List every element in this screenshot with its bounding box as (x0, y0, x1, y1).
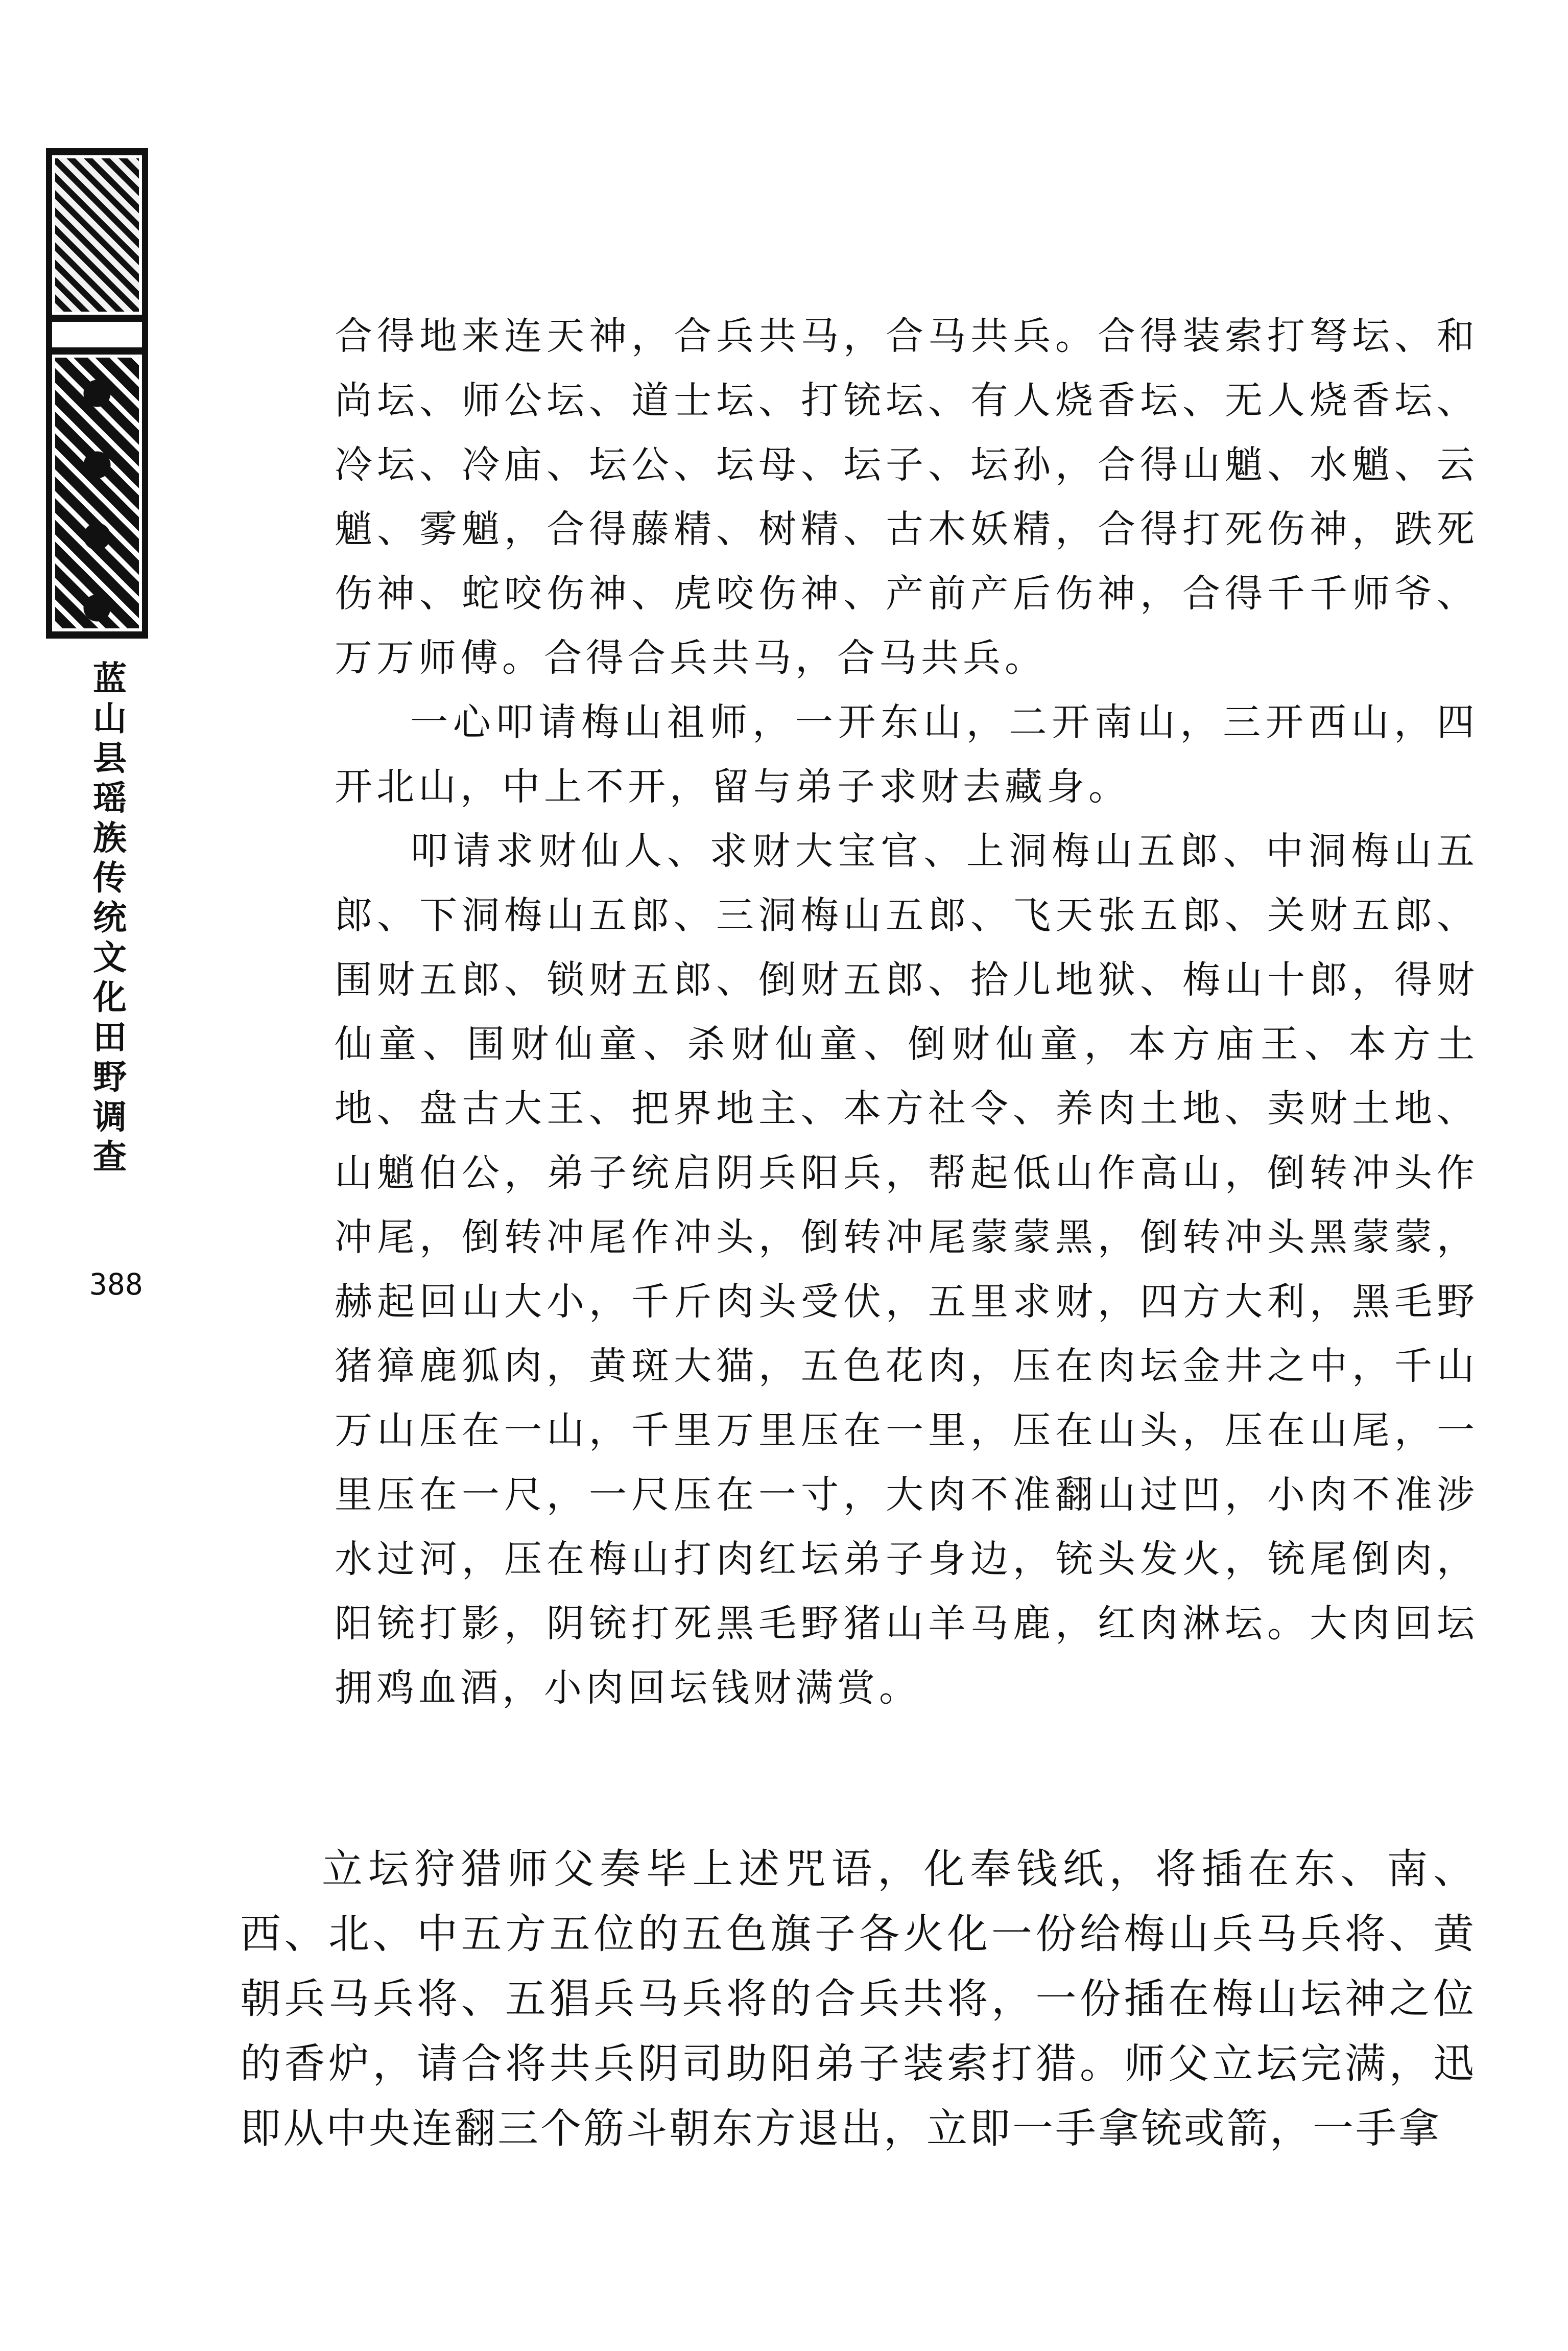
incantation-block (335, 304, 1479, 1720)
banner-divider (52, 322, 142, 347)
incantation-paragraph: 一心叩请梅山祖师，一开东山，二开南山，三开西山，四开北山，中上不开，留与弟子求财去藏身。 (335, 700, 1479, 809)
narrative-block (240, 1837, 1476, 2161)
incantation-paragraph: 合得地来连天神，合兵共马，合马共兵。合得装索打弩坛、和尚坛、师公坛、道士坛、打铳坛、有人烧香坛、无人烧香坛、冷坛、冷庙、坛公、坛母、坛子、坛孙，合得山魈、水魈、云魈、雾魈，合得藤精、树精、古木妖精，合得打死伤神，跌死伤神、蛇咬伤神、虎咬伤神、产前产后伤神，合得千千师爷、万万师傅。合得合兵共马，合马共兵。 (335, 314, 1479, 680)
decorative-banner (46, 148, 148, 639)
banner-pattern-bottom (52, 355, 142, 631)
incantation-paragraph: 叩请求财仙人、求财大宝官、上洞梅山五郎、中洞梅山五郎、下洞梅山五郎、三洞梅山五郎、飞天张五郎、关财五郎、围财五郎、锁财五郎、倒财五郎、拾儿地狱、梅山十郎，得财仙童、围财仙童、杀财仙童、倒财仙童，本方庙王、本方土地、盘古大王、把界地主、本方社令、养肉土地、卖财土地、山魈伯公，弟子统启阴兵阳兵，帮起低山作高山，倒转冲头作冲尾，倒转冲尾作冲头，倒转冲尾蒙蒙黑，倒转冲头黑蒙蒙，赫起回山大小，千斤肉头受伏，五里求财，四方大利，黑毛野猪獐鹿狐肉，黄斑大猫，五色花肉，压在肉坛金井之中，千山万山压在一山，千里万里压在一里，压在山头，压在山尾，一里压在一尺，一尺压在一寸，大肉不准翻山过凹，小肉不准涉水过河，压在梅山打肉红坛弟子身边，铳头发火，铳尾倒肉，阳铳打影，阴铳打死黑毛野猪山羊马鹿，红肉淋坛。大肉回坛拥鸡血酒，小肉回坛钱财满赏。 (335, 829, 1479, 1710)
banner-pattern-top (52, 155, 142, 315)
book-title-vertical: 蓝山县瑶族传统文化田野调查 (93, 659, 127, 1177)
page-number: 388 (89, 1267, 143, 1302)
narrative-paragraph: 立坛狩猎师父奏毕上述咒语，化奉钱纸，将插在东、南、西、北、中五方五位的五色旗子各火化一份给梅山兵马兵将、黄朝兵马兵将、五猖兵马兵将的合兵共将，一份插在梅山坛神之位的香炉，请合将共兵阴司助阳弟子装索打猎。师父立坛完满，迅即从中央连翻三个筋斗朝东方退出，立即一手拿铳或箭，一手拿 (240, 1845, 1476, 2152)
